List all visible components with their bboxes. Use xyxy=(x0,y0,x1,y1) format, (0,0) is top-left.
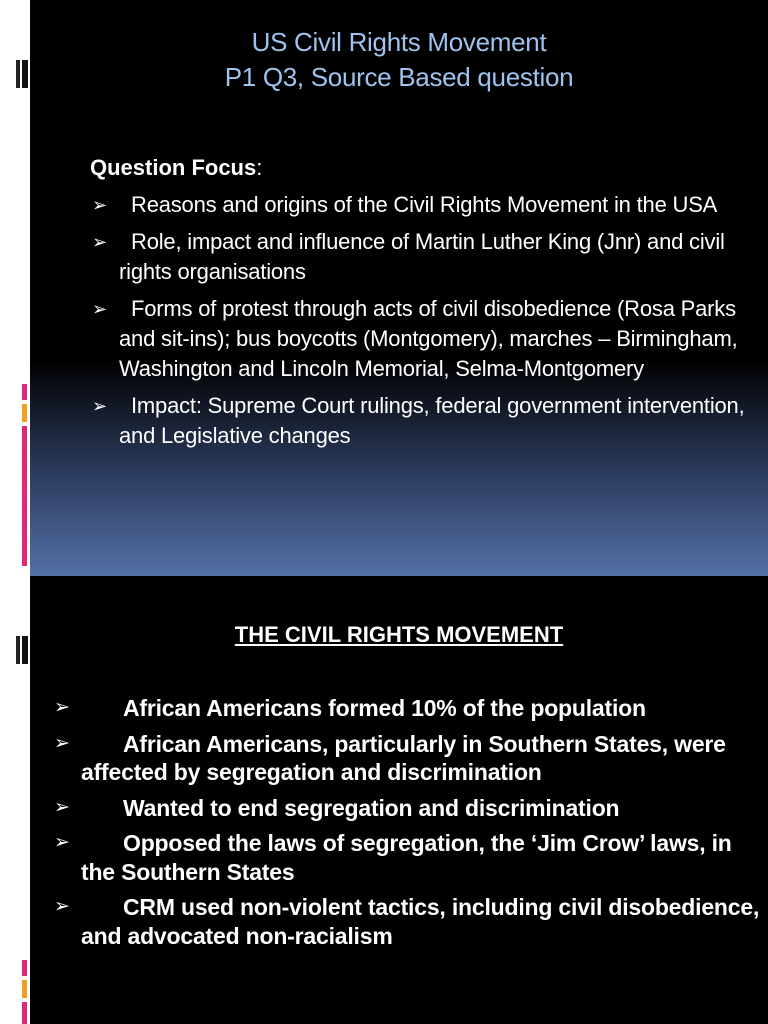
list-item-text: African Americans formed 10% of the population xyxy=(123,695,646,721)
list-item xyxy=(90,294,762,384)
strip-accent-magenta-2 xyxy=(22,426,27,566)
slide1-title-line1: US Civil Rights Movement xyxy=(251,27,547,57)
arrow-bullet-icon: ➢ xyxy=(92,299,107,319)
strip-accent-orange-2 xyxy=(22,980,27,998)
list-item xyxy=(52,694,764,723)
slide1-title xyxy=(30,25,768,95)
list-item-text: African Americans, particularly in Southern States, were affected by segregation and discrimination xyxy=(81,730,726,785)
list-item-text: Role, impact and influence of Martin Luther King (Jnr) and civil rights organisations xyxy=(119,229,725,284)
strip-mark-top-1 xyxy=(16,60,20,88)
list-item xyxy=(52,829,764,886)
strip-mark-mid-1 xyxy=(16,636,20,664)
strip-accent-magenta-3 xyxy=(22,960,27,976)
list-item-text: Opposed the laws of segregation, the ‘Jim Crow’ laws, in the Southern States xyxy=(81,830,732,885)
arrow-bullet-icon: ➢ xyxy=(54,697,70,718)
strip-accent-magenta-4 xyxy=(22,1002,27,1024)
strip-mark-top-2 xyxy=(22,60,28,88)
strip-mark-mid-2 xyxy=(22,636,28,664)
list-item xyxy=(90,227,762,287)
strip-accent-magenta-1 xyxy=(22,384,27,400)
list-item-text: Impact: Supreme Court rulings, federal government intervention, and Legislative changes xyxy=(119,393,745,448)
question-focus-label: Question Focus xyxy=(90,155,257,180)
slide-civil-rights-movement xyxy=(30,576,768,1024)
arrow-bullet-icon: ➢ xyxy=(54,896,70,917)
crm-points-list xyxy=(52,694,764,957)
list-item-text: Reasons and origins of the Civil Rights Movement in the USA xyxy=(131,192,718,217)
list-item xyxy=(52,893,764,950)
slide-question-focus xyxy=(30,0,768,576)
arrow-bullet-icon: ➢ xyxy=(92,396,107,416)
question-focus-heading xyxy=(90,154,262,182)
list-item-text: Wanted to end segregation and discrimination xyxy=(123,794,620,821)
slide2-title: THE CIVIL RIGHTS MOVEMENT xyxy=(234,622,564,647)
list-item xyxy=(52,794,764,823)
list-item xyxy=(90,190,762,220)
strip-accent-orange-1 xyxy=(22,404,27,422)
slide1-title-line2: P1 Q3, Source Based question xyxy=(224,62,574,92)
list-item xyxy=(52,730,764,787)
list-item xyxy=(90,391,762,451)
question-focus-list xyxy=(90,190,762,458)
arrow-bullet-icon: ➢ xyxy=(54,732,70,754)
arrow-bullet-icon: ➢ xyxy=(54,832,70,853)
arrow-bullet-icon: ➢ xyxy=(54,796,70,818)
list-item-text: CRM used non-violent tactics, including civil disobedience, and advocated non-racialism xyxy=(81,894,760,949)
arrow-bullet-icon: ➢ xyxy=(92,232,107,252)
question-focus-colon: : xyxy=(256,155,263,180)
arrow-bullet-icon: ➢ xyxy=(92,195,107,215)
list-item-text: Forms of protest through acts of civil disobedience (Rosa Parks and sit-ins); bus boycotts (Montgomery), marches – Birmingham, Washington and Lincoln Memorial, Selma-Montgomery xyxy=(119,296,738,381)
